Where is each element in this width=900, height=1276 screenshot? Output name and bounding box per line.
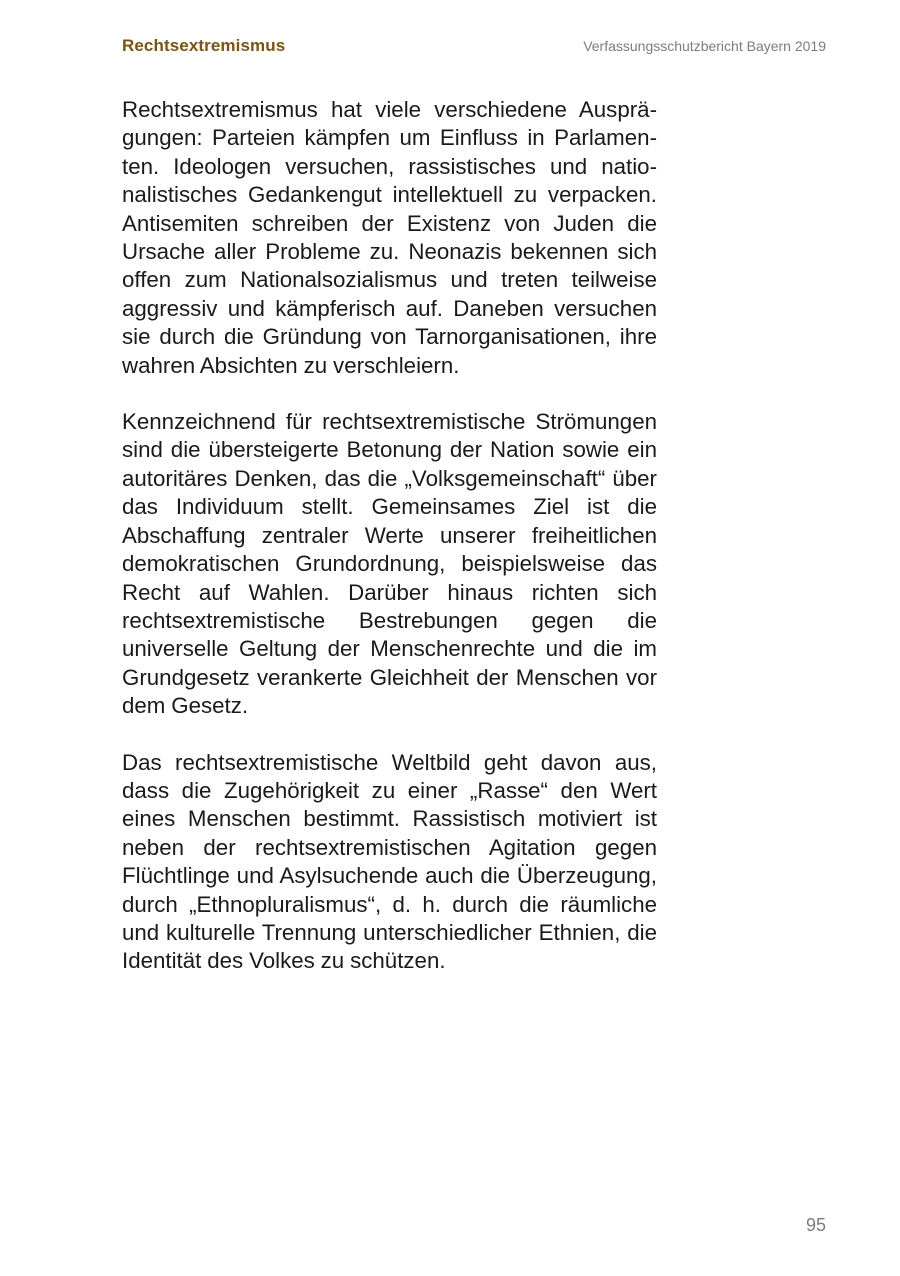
paragraph-3: Das rechtsextremistische Weltbild geht davon aus, dass die Zugehörigkeit zu einer „Rasse“ den Wert eines Menschen bestimmt. Rassistisch motiviert ist neben der rechtsextremistischen Agitation gegen Flüchtlinge und Asylsuchende auch die Überzeugung, durch „Ethnopluralismus“, d. h. durch die räumliche und kulturelle Trennung unterschiedlicher Ethnien, die Identität des Volkes zu schützen. — [122, 749, 657, 974]
paragraph-2: Kennzeichnend für rechtsextremistische Strömungen sind die übersteigerte Betonung der Nation sowie ein autoritäres Denken, das die „Volksgemeinschaft“ über das Individuum stellt. Gemeinsames Ziel ist die Abschaffung zentraler Werte unserer freiheitlichen demokratischen Grundordnung, beispielsweise das Recht auf Wahlen. Darüber hinaus richten sich rechtsextremistische Bestrebungen gegen die universelle Geltung der Menschenrechte und die im Grundgesetz verankerte Gleichheit der Menschen vor dem Gesetz. — [122, 409, 657, 719]
body-text — [122, 96, 657, 1004]
page-number: 95 — [805, 1215, 826, 1235]
report-title: Verfassungsschutzbericht Bayern 2019 — [583, 38, 826, 54]
section-title: Rechtsextremismus — [122, 36, 286, 55]
paragraph-1: Rechtsextremismus hat viele verschiedene Ausprägungen: Parteien kämpfen um Einfluss in Parlamenten. Ideologen versuchen, rassistisches und nationalistisches Gedankengut intellektuell zu verpacken. Antisemiten schreiben der Existenz von Juden die Ursache aller Probleme zu. Neonazis bekennen sich offen zum Nationalsozialismus und treten teilweise aggressiv und kämpferisch auf. Daneben versuchen sie durch die Gründung von Tarnorganisationen, ihre wahren Absichten zu verschleiern. — [122, 97, 657, 378]
